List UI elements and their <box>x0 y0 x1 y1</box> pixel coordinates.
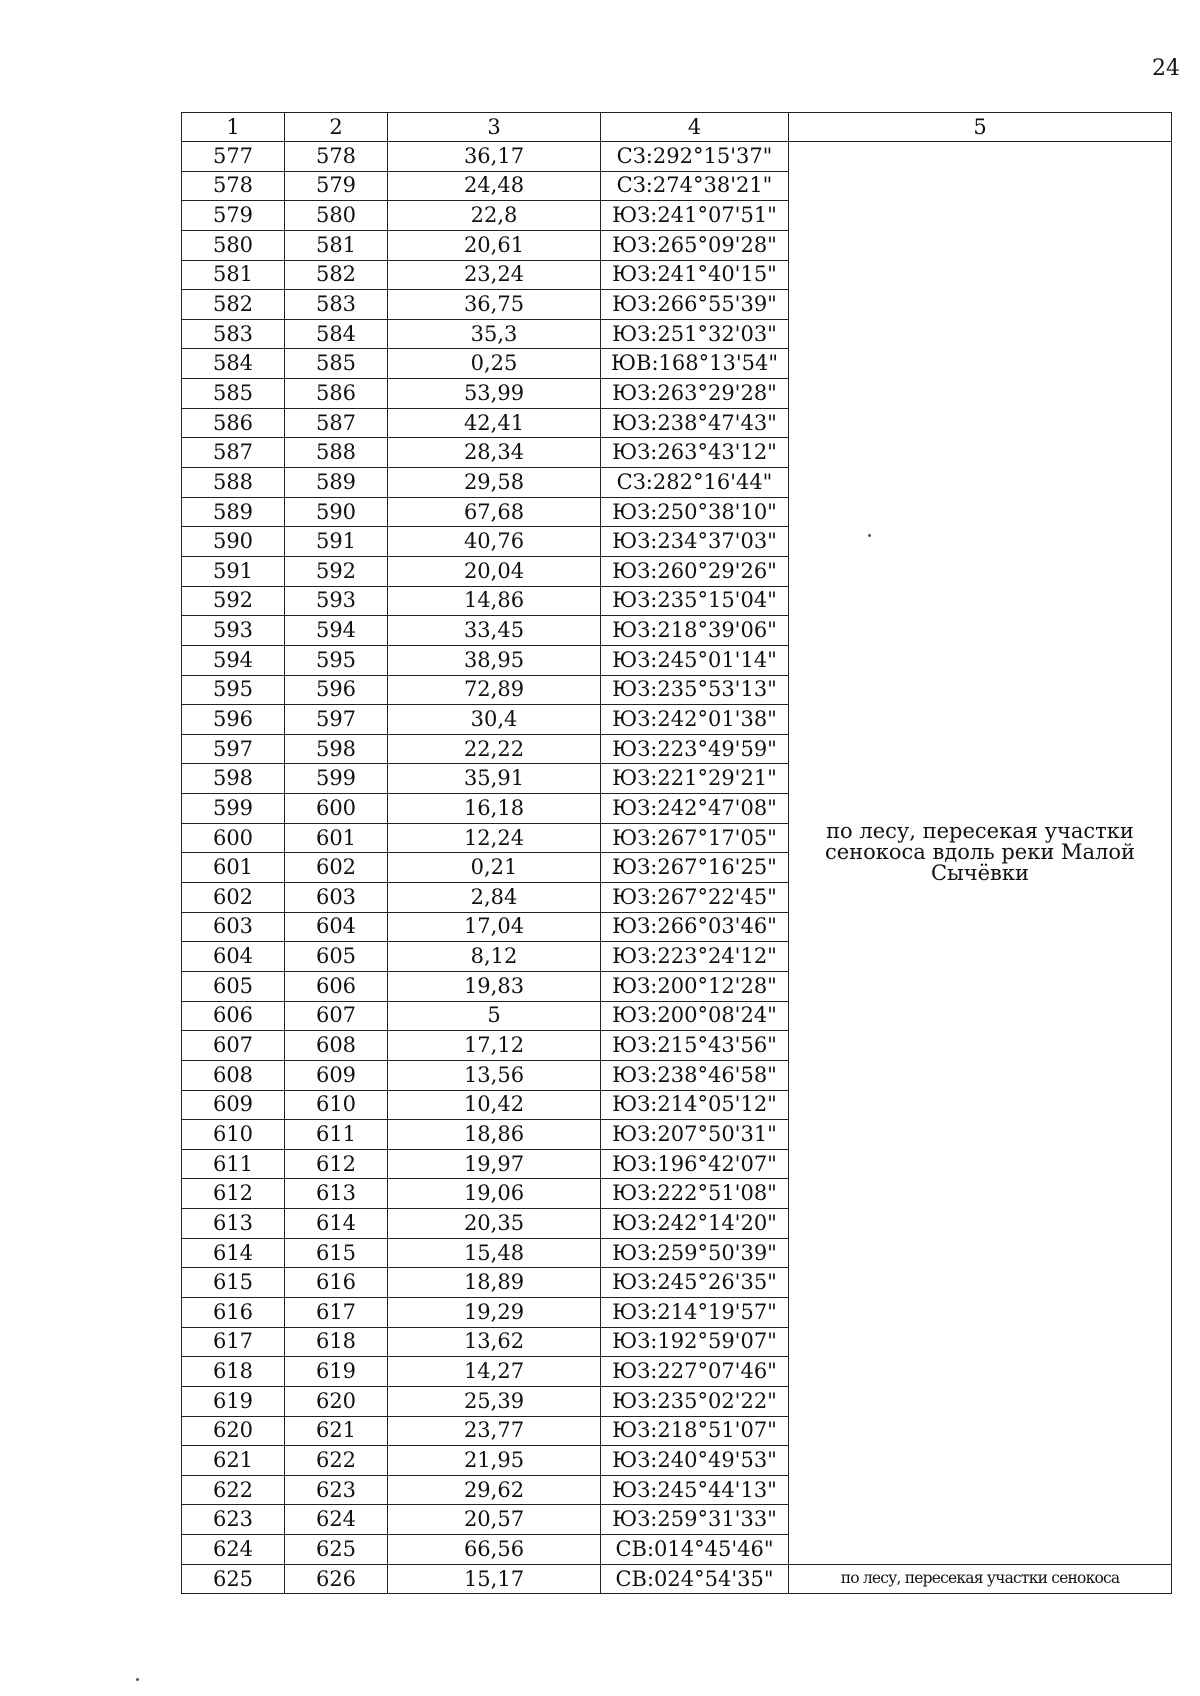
bearing-cell: ЮЗ:259°31'33" <box>601 1505 789 1535</box>
to-point-cell: 592 <box>285 556 388 586</box>
distance-cell: 72,89 <box>388 675 601 705</box>
distance-cell: 66,56 <box>388 1535 601 1565</box>
to-point-cell: 608 <box>285 1031 388 1061</box>
from-point-cell: 579 <box>182 201 285 231</box>
bearing-cell: ЮЗ:266°03'46" <box>601 912 789 942</box>
from-point-cell: 620 <box>182 1416 285 1446</box>
from-point-cell: 610 <box>182 1120 285 1150</box>
from-point-cell: 601 <box>182 853 285 883</box>
from-point-cell: 604 <box>182 942 285 972</box>
from-point-cell: 614 <box>182 1238 285 1268</box>
to-point-cell: 589 <box>285 468 388 498</box>
from-point-cell: 598 <box>182 764 285 794</box>
bearing-cell: ЮЗ:235°02'22" <box>601 1386 789 1416</box>
distance-cell: 19,29 <box>388 1297 601 1327</box>
bearing-cell: ЮЗ:218°39'06" <box>601 616 789 646</box>
bearing-cell: ЮЗ:263°43'12" <box>601 438 789 468</box>
from-point-cell: 580 <box>182 230 285 260</box>
distance-cell: 0,25 <box>388 349 601 379</box>
from-point-cell: 600 <box>182 823 285 853</box>
distance-cell: 29,62 <box>388 1475 601 1505</box>
distance-cell: 33,45 <box>388 616 601 646</box>
distance-cell: 24,48 <box>388 171 601 201</box>
bearing-cell: ЮЗ:238°46'58" <box>601 1060 789 1090</box>
from-point-cell: 582 <box>182 290 285 320</box>
from-point-cell: 586 <box>182 408 285 438</box>
bearing-cell: СВ:024°54'35" <box>601 1564 789 1594</box>
from-point-cell: 624 <box>182 1535 285 1565</box>
distance-cell: 10,42 <box>388 1090 601 1120</box>
from-point-cell: 587 <box>182 438 285 468</box>
from-point-cell: 618 <box>182 1357 285 1387</box>
bearing-cell: СЗ:282°16'44" <box>601 468 789 498</box>
to-point-cell: 626 <box>285 1564 388 1594</box>
bearing-cell: ЮЗ:235°53'13" <box>601 675 789 705</box>
distance-cell: 42,41 <box>388 408 601 438</box>
bearing-cell: ЮЗ:240°49'53" <box>601 1446 789 1476</box>
to-point-cell: 598 <box>285 734 388 764</box>
from-point-cell: 613 <box>182 1209 285 1239</box>
to-point-cell: 588 <box>285 438 388 468</box>
distance-cell: 18,86 <box>388 1120 601 1150</box>
distance-cell: 17,12 <box>388 1031 601 1061</box>
bearing-cell: ЮЗ:234°37'03" <box>601 527 789 557</box>
distance-cell: 23,24 <box>388 260 601 290</box>
distance-cell: 13,56 <box>388 1060 601 1090</box>
distance-cell: 2,84 <box>388 883 601 913</box>
bearing-cell: ЮЗ:242°01'38" <box>601 705 789 735</box>
to-point-cell: 606 <box>285 971 388 1001</box>
bearing-cell: ЮВ:168°13'54" <box>601 349 789 379</box>
bearing-cell: ЮЗ:267°16'25" <box>601 853 789 883</box>
to-point-cell: 582 <box>285 260 388 290</box>
from-point-cell: 623 <box>182 1505 285 1535</box>
to-point-cell: 587 <box>285 408 388 438</box>
to-point-cell: 604 <box>285 912 388 942</box>
bearing-cell: ЮЗ:200°08'24" <box>601 1001 789 1031</box>
to-point-cell: 612 <box>285 1149 388 1179</box>
from-point-cell: 591 <box>182 556 285 586</box>
to-point-cell: 618 <box>285 1327 388 1357</box>
distance-cell: 20,04 <box>388 556 601 586</box>
bearing-cell: ЮЗ:222°51'08" <box>601 1179 789 1209</box>
distance-cell: 18,89 <box>388 1268 601 1298</box>
header-col-5: 5 <box>789 113 1172 142</box>
from-point-cell: 608 <box>182 1060 285 1090</box>
from-point-cell: 611 <box>182 1149 285 1179</box>
to-point-cell: 605 <box>285 942 388 972</box>
header-row <box>182 113 1172 142</box>
bearing-cell: ЮЗ:214°05'12" <box>601 1090 789 1120</box>
distance-cell: 30,4 <box>388 705 601 735</box>
header-col-4: 4 <box>601 113 789 142</box>
to-point-cell: 601 <box>285 823 388 853</box>
from-point-cell: 583 <box>182 319 285 349</box>
bearing-cell: ЮЗ:214°19'57" <box>601 1297 789 1327</box>
distance-cell: 22,8 <box>388 201 601 231</box>
to-point-cell: 615 <box>285 1238 388 1268</box>
bearing-cell: ЮЗ:218°51'07" <box>601 1416 789 1446</box>
distance-cell: 36,17 <box>388 142 601 172</box>
distance-cell: 15,48 <box>388 1238 601 1268</box>
from-point-cell: 625 <box>182 1564 285 1594</box>
from-point-cell: 599 <box>182 794 285 824</box>
to-point-cell: 581 <box>285 230 388 260</box>
scan-speck <box>136 1678 139 1681</box>
distance-cell: 53,99 <box>388 379 601 409</box>
to-point-cell: 600 <box>285 794 388 824</box>
table-row <box>182 142 1172 172</box>
bearing-cell: ЮЗ:242°47'08" <box>601 794 789 824</box>
bearing-cell: ЮЗ:245°44'13" <box>601 1475 789 1505</box>
bearing-cell: ЮЗ:245°01'14" <box>601 645 789 675</box>
from-point-cell: 589 <box>182 497 285 527</box>
to-point-cell: 609 <box>285 1060 388 1090</box>
bearing-cell: ЮЗ:245°26'35" <box>601 1268 789 1298</box>
from-point-cell: 584 <box>182 349 285 379</box>
distance-cell: 25,39 <box>388 1386 601 1416</box>
to-point-cell: 603 <box>285 883 388 913</box>
to-point-cell: 599 <box>285 764 388 794</box>
from-point-cell: 593 <box>182 616 285 646</box>
distance-cell: 35,3 <box>388 319 601 349</box>
from-point-cell: 590 <box>182 527 285 557</box>
to-point-cell: 623 <box>285 1475 388 1505</box>
from-point-cell: 612 <box>182 1179 285 1209</box>
to-point-cell: 622 <box>285 1446 388 1476</box>
to-point-cell: 590 <box>285 497 388 527</box>
distance-cell: 20,35 <box>388 1209 601 1239</box>
from-point-cell: 585 <box>182 379 285 409</box>
distance-cell: 19,97 <box>388 1149 601 1179</box>
header-col-3: 3 <box>388 113 601 142</box>
to-point-cell: 597 <box>285 705 388 735</box>
to-point-cell: 607 <box>285 1001 388 1031</box>
to-point-cell: 578 <box>285 142 388 172</box>
to-point-cell: 583 <box>285 290 388 320</box>
bearing-cell: ЮЗ:200°12'28" <box>601 971 789 1001</box>
to-point-cell: 625 <box>285 1535 388 1565</box>
bearing-cell: ЮЗ:215°43'56" <box>601 1031 789 1061</box>
distance-cell: 36,75 <box>388 290 601 320</box>
description-cell: по лесу, пересекая участки сенокоса вдоль реки Малой Сычёвки <box>789 142 1172 1565</box>
distance-cell: 28,34 <box>388 438 601 468</box>
distance-cell: 16,18 <box>388 794 601 824</box>
distance-cell: 29,58 <box>388 468 601 498</box>
bearing-cell: СЗ:274°38'21" <box>601 171 789 201</box>
bearing-cell: ЮЗ:266°55'39" <box>601 290 789 320</box>
to-point-cell: 585 <box>285 349 388 379</box>
to-point-cell: 595 <box>285 645 388 675</box>
to-point-cell: 624 <box>285 1505 388 1535</box>
from-point-cell: 581 <box>182 260 285 290</box>
from-point-cell: 606 <box>182 1001 285 1031</box>
from-point-cell: 597 <box>182 734 285 764</box>
distance-cell: 19,83 <box>388 971 601 1001</box>
from-point-cell: 578 <box>182 171 285 201</box>
to-point-cell: 614 <box>285 1209 388 1239</box>
from-point-cell: 622 <box>182 1475 285 1505</box>
from-point-cell: 577 <box>182 142 285 172</box>
from-point-cell: 621 <box>182 1446 285 1476</box>
bearing-cell: ЮЗ:251°32'03" <box>601 319 789 349</box>
bearing-cell: ЮЗ:241°07'51" <box>601 201 789 231</box>
from-point-cell: 595 <box>182 675 285 705</box>
page-number: 24 <box>1152 56 1180 81</box>
bearing-cell: ЮЗ:192°59'07" <box>601 1327 789 1357</box>
to-point-cell: 611 <box>285 1120 388 1150</box>
bearing-cell: ЮЗ:267°22'45" <box>601 883 789 913</box>
distance-cell: 20,57 <box>388 1505 601 1535</box>
distance-cell: 13,62 <box>388 1327 601 1357</box>
table-body <box>182 142 1172 1594</box>
distance-cell: 8,12 <box>388 942 601 972</box>
from-point-cell: 607 <box>182 1031 285 1061</box>
distance-cell: 38,95 <box>388 645 601 675</box>
distance-cell: 21,95 <box>388 1446 601 1476</box>
to-point-cell: 596 <box>285 675 388 705</box>
distance-cell: 23,77 <box>388 1416 601 1446</box>
bearing-cell: ЮЗ:242°14'20" <box>601 1209 789 1239</box>
header-col-1: 1 <box>182 113 285 142</box>
from-point-cell: 619 <box>182 1386 285 1416</box>
bearing-cell: ЮЗ:260°29'26" <box>601 556 789 586</box>
scan-speck <box>868 534 871 537</box>
from-point-cell: 615 <box>182 1268 285 1298</box>
to-point-cell: 579 <box>285 171 388 201</box>
bearing-cell: ЮЗ:259°50'39" <box>601 1238 789 1268</box>
boundary-table <box>181 112 1172 1594</box>
from-point-cell: 588 <box>182 468 285 498</box>
bearing-cell: ЮЗ:265°09'28" <box>601 230 789 260</box>
to-point-cell: 619 <box>285 1357 388 1387</box>
bearing-cell: СВ:014°45'46" <box>601 1535 789 1565</box>
bearing-cell: ЮЗ:223°24'12" <box>601 942 789 972</box>
to-point-cell: 621 <box>285 1416 388 1446</box>
from-point-cell: 603 <box>182 912 285 942</box>
bearing-cell: СЗ:292°15'37" <box>601 142 789 172</box>
distance-cell: 14,27 <box>388 1357 601 1387</box>
to-point-cell: 594 <box>285 616 388 646</box>
distance-cell: 35,91 <box>388 764 601 794</box>
from-point-cell: 616 <box>182 1297 285 1327</box>
bearing-cell: ЮЗ:263°29'28" <box>601 379 789 409</box>
bearing-cell: ЮЗ:207°50'31" <box>601 1120 789 1150</box>
to-point-cell: 593 <box>285 586 388 616</box>
distance-cell: 20,61 <box>388 230 601 260</box>
description-cell-last: по лесу, пересекая участки сенокоса <box>789 1564 1172 1594</box>
table-row <box>182 1564 1172 1594</box>
bearing-cell: ЮЗ:221°29'21" <box>601 764 789 794</box>
bearing-cell: ЮЗ:235°15'04" <box>601 586 789 616</box>
distance-cell: 22,22 <box>388 734 601 764</box>
to-point-cell: 586 <box>285 379 388 409</box>
distance-cell: 5 <box>388 1001 601 1031</box>
distance-cell: 67,68 <box>388 497 601 527</box>
bearing-cell: ЮЗ:241°40'15" <box>601 260 789 290</box>
from-point-cell: 617 <box>182 1327 285 1357</box>
distance-cell: 40,76 <box>388 527 601 557</box>
bearing-cell: ЮЗ:250°38'10" <box>601 497 789 527</box>
distance-cell: 14,86 <box>388 586 601 616</box>
from-point-cell: 609 <box>182 1090 285 1120</box>
bearing-cell: ЮЗ:267°17'05" <box>601 823 789 853</box>
bearing-cell: ЮЗ:238°47'43" <box>601 408 789 438</box>
distance-cell: 17,04 <box>388 912 601 942</box>
to-point-cell: 620 <box>285 1386 388 1416</box>
from-point-cell: 592 <box>182 586 285 616</box>
from-point-cell: 594 <box>182 645 285 675</box>
to-point-cell: 591 <box>285 527 388 557</box>
to-point-cell: 613 <box>285 1179 388 1209</box>
bearing-cell: ЮЗ:223°49'59" <box>601 734 789 764</box>
bearing-cell: ЮЗ:196°42'07" <box>601 1149 789 1179</box>
from-point-cell: 596 <box>182 705 285 735</box>
distance-cell: 15,17 <box>388 1564 601 1594</box>
to-point-cell: 584 <box>285 319 388 349</box>
to-point-cell: 580 <box>285 201 388 231</box>
from-point-cell: 602 <box>182 883 285 913</box>
to-point-cell: 610 <box>285 1090 388 1120</box>
to-point-cell: 617 <box>285 1297 388 1327</box>
from-point-cell: 605 <box>182 971 285 1001</box>
bearing-cell: ЮЗ:227°07'46" <box>601 1357 789 1387</box>
distance-cell: 19,06 <box>388 1179 601 1209</box>
to-point-cell: 602 <box>285 853 388 883</box>
to-point-cell: 616 <box>285 1268 388 1298</box>
distance-cell: 12,24 <box>388 823 601 853</box>
header-col-2: 2 <box>285 113 388 142</box>
distance-cell: 0,21 <box>388 853 601 883</box>
